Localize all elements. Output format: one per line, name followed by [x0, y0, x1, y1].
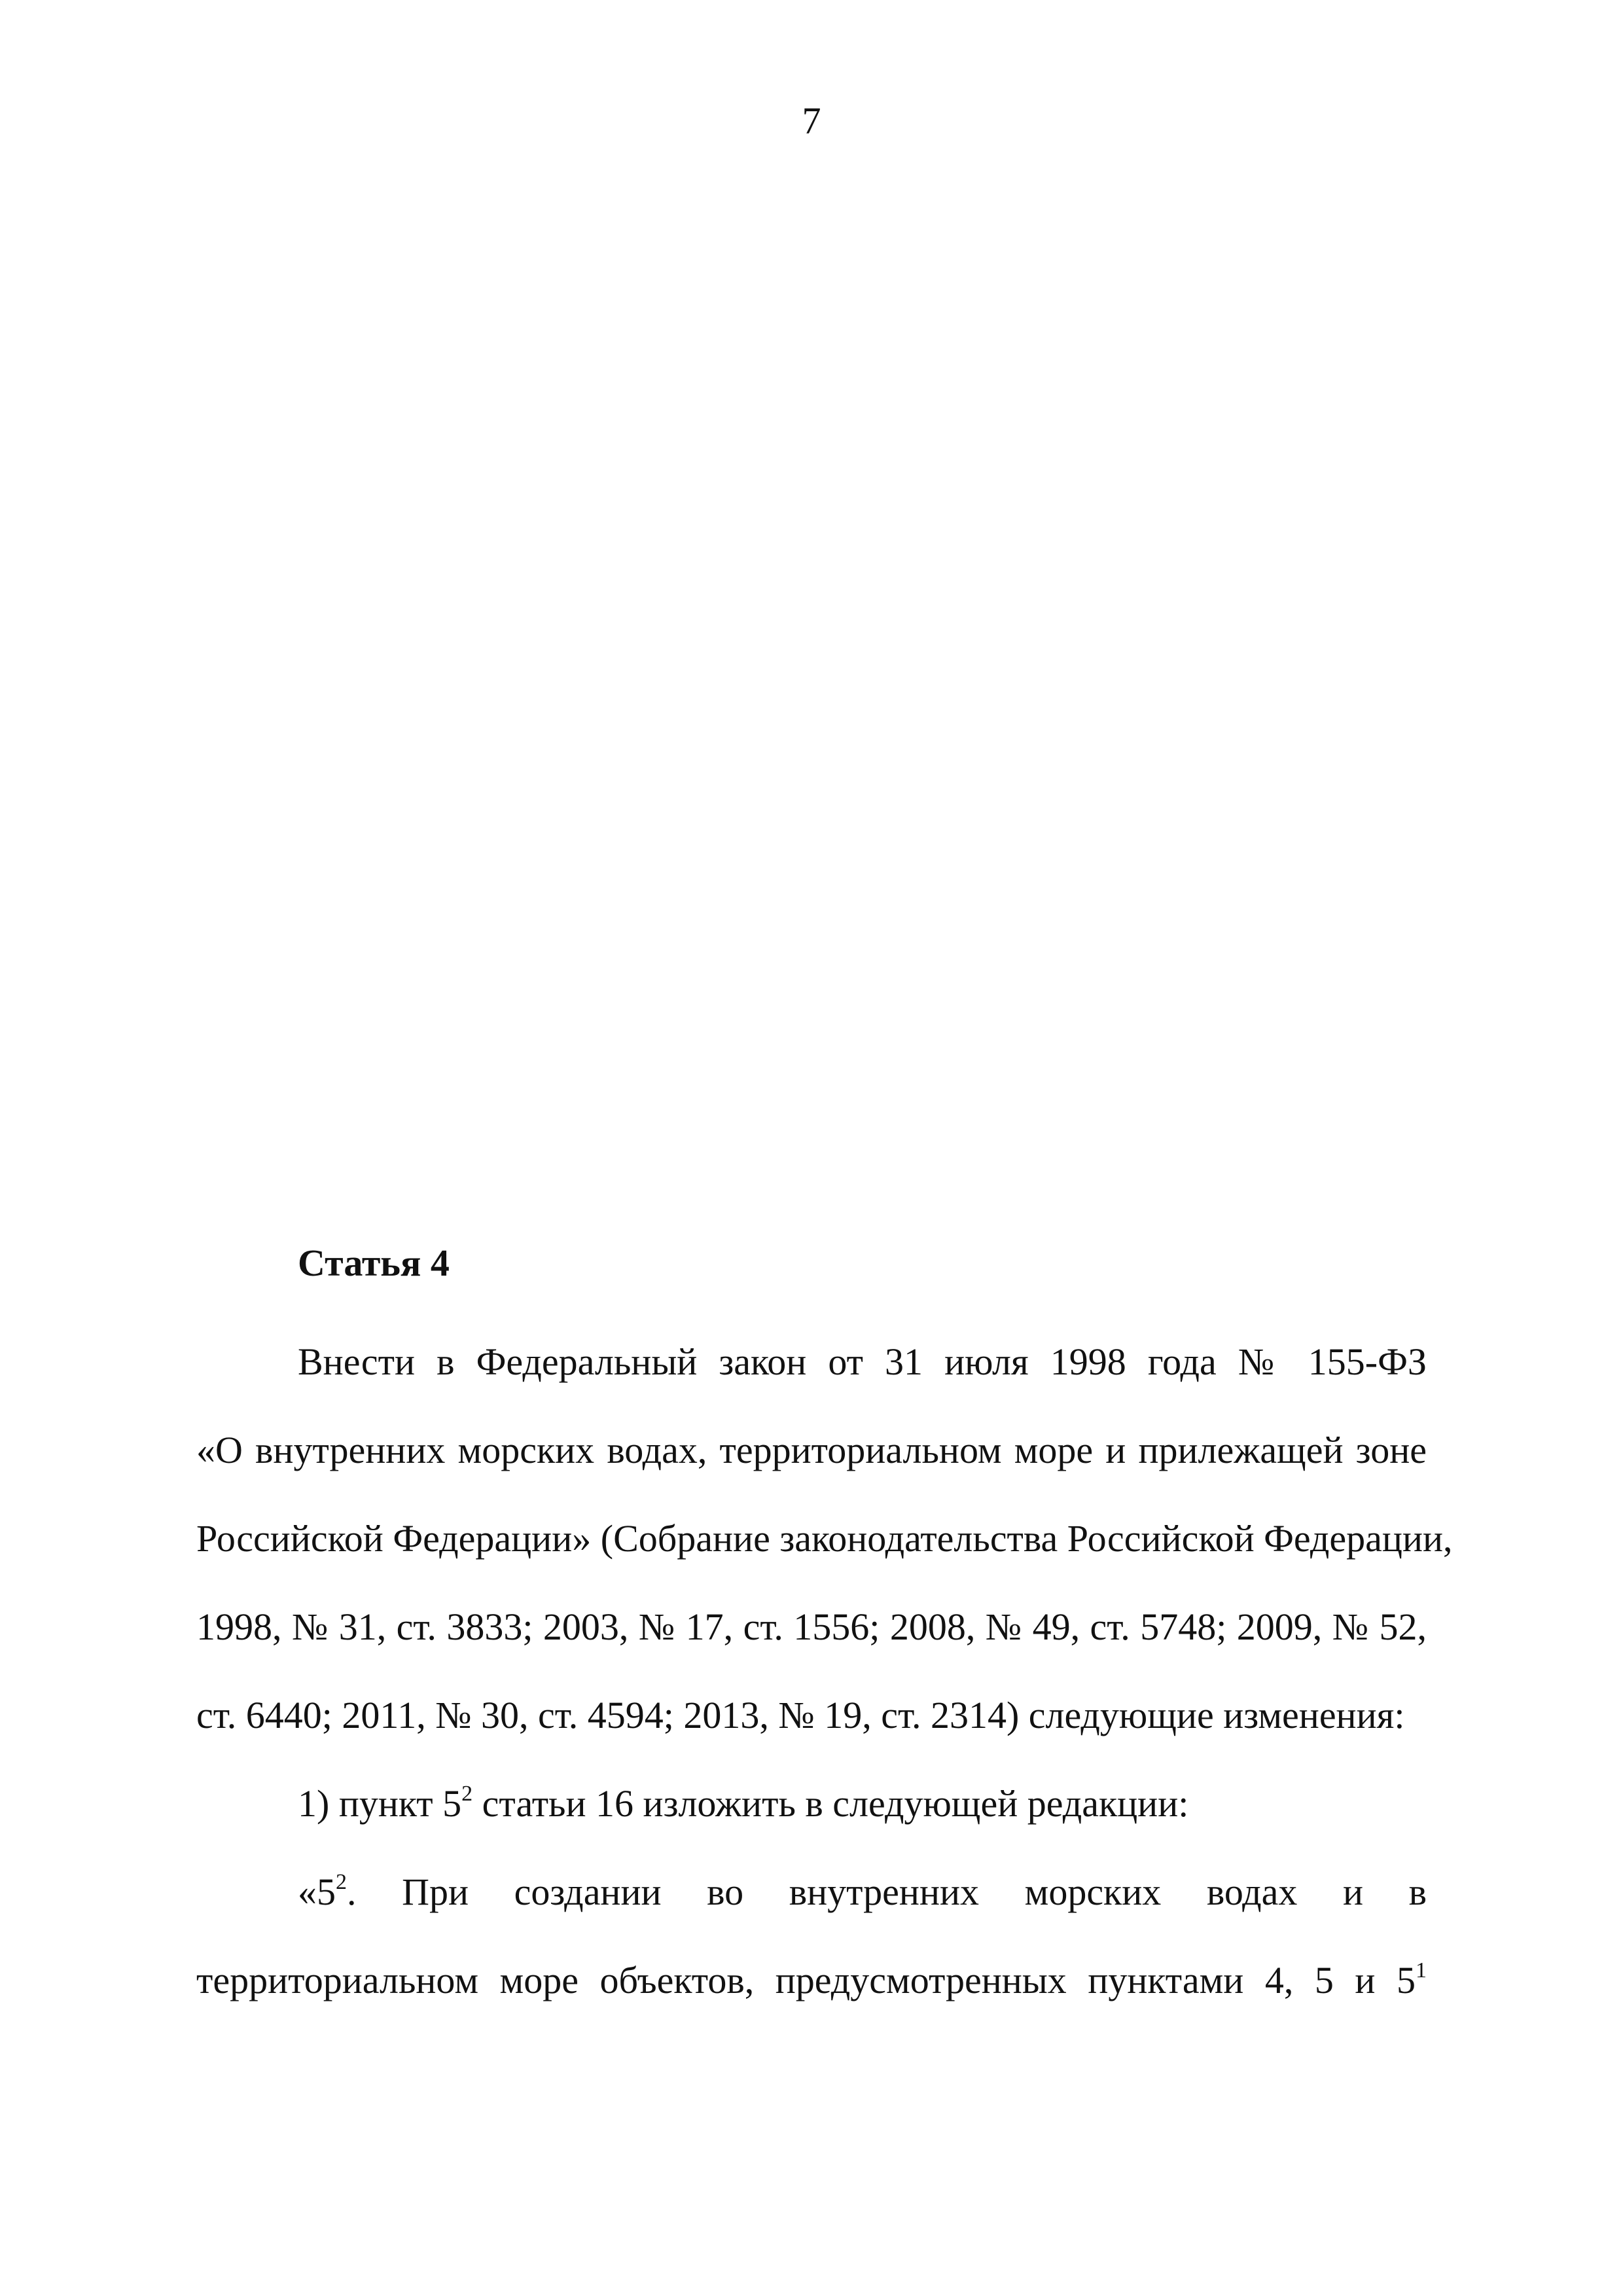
- quoted-clause-prefix: «5: [298, 1871, 336, 1913]
- article-intro-paragraph: [196, 1318, 1453, 1759]
- paragraph-line: ст. 6440; 2011, № 30, ст. 4594; 2013, № 19, ст. 2314) следующие изменения:: [196, 1694, 1405, 1736]
- paragraph-line: 1998, № 31, ст. 3833; 2003, № 17, ст. 1556; 2008, № 49, ст. 5748; 2009, № 52,: [196, 1605, 1427, 1648]
- quoted-clause-paragraph: [196, 1848, 1427, 2024]
- quoted-clause-superscript: 2: [336, 1870, 347, 1894]
- paragraph-line: Внести в Федеральный закон от 31 июля 1998 года № 155-ФЗ: [298, 1340, 1427, 1383]
- document-body: [196, 1234, 1453, 2024]
- quoted-clause-line-1: [196, 1848, 1427, 1936]
- quoted-clause-line-2: [196, 1936, 1427, 2024]
- item-1-line: [196, 1759, 1427, 1848]
- quoted-clause-line-2-text: территориальном море объектов, предусмотренных пунктами 4, 5 и 5: [196, 1959, 1416, 2001]
- page-number: 7: [802, 99, 821, 142]
- article-heading: Статья 4: [298, 1242, 450, 1284]
- quoted-clause-text: . При создании во внутренних морских водах и в: [347, 1871, 1427, 1913]
- paragraph-line: «О внутренних морских водах, территориальном море и прилежащей зоне: [196, 1429, 1427, 1471]
- item-1-text-after: статьи 16 изложить в следующей редакции:: [473, 1782, 1189, 1825]
- item-1-text-before: 1) пункт 5: [298, 1782, 462, 1825]
- item-1-paragraph: [196, 1759, 1427, 1848]
- paragraph-line: Российской Федерации» (Собрание законодательства Российской Федерации,: [196, 1517, 1453, 1560]
- item-1-superscript: 2: [461, 1782, 473, 1806]
- quoted-clause-line-2-superscript: 1: [1416, 1958, 1427, 1982]
